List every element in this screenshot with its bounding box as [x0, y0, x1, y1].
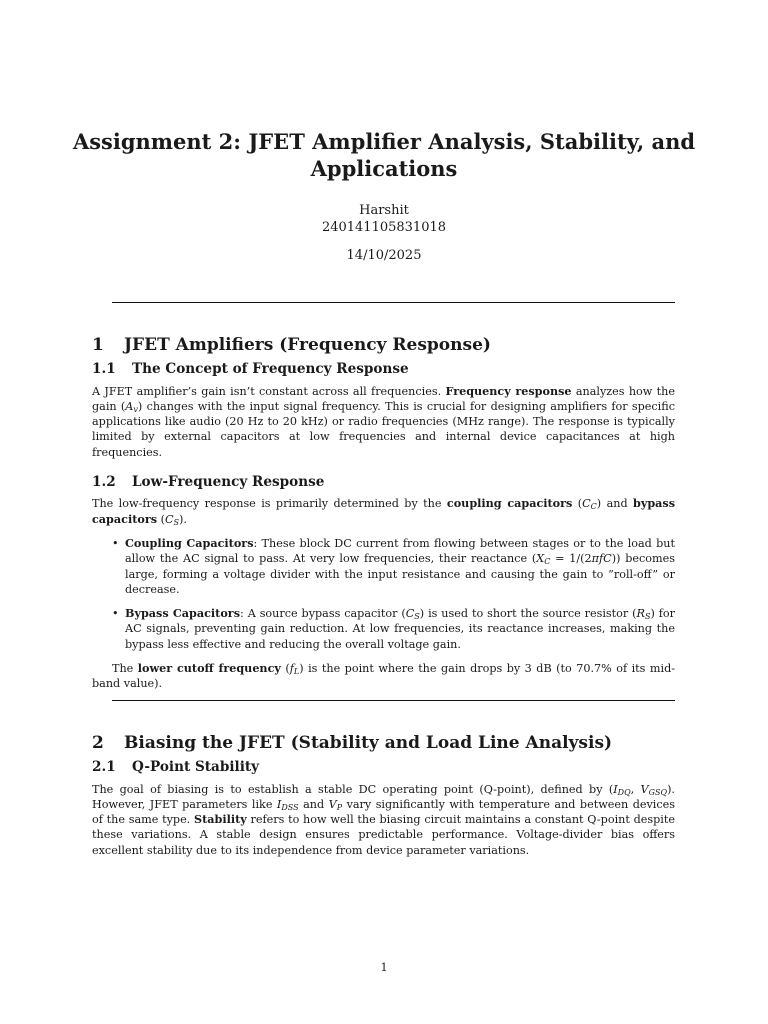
section-2-heading: 2 Biasing the JFET (Stability and Load Line Analysis) [92, 733, 613, 753]
subsection-1-2-heading: 1.2 Low-Frequency Response [92, 474, 325, 491]
author-block [0, 202, 768, 236]
section-2 [92, 733, 676, 858]
title-block [0, 128, 768, 263]
mid-divider [112, 700, 675, 701]
bullet-icon: • [112, 536, 119, 550]
section-1-heading: 1 JFET Amplifiers (Frequency Response) [92, 335, 491, 355]
section-1 [92, 335, 676, 692]
subsection-1-1-heading: 1.1 The Concept of Frequency Response [92, 361, 409, 378]
student-id: 240141105831018 [321, 220, 447, 235]
capacitor-list [92, 536, 675, 652]
subsection-2-1-paragraph: The goal of biasing is to establish a stable DC operating point (Q-point), defined by ($I_{DQ}$, $V_{GSQ}$). However, JFET parameters like $I_{DSS}$ and $V_P$ vary significantly with temperature and between devices of the same type. Stability refers to how well the biasing circuit maintains a constant Q-point despite these variations. A stable design ensures predictable performance. Voltage-divider bias offers excellent stability due to its independence from device parameter variations. [92, 782, 676, 857]
list-item: • Coupling Capacitors: These block DC current from flowing between stages or to the load but allow the AC signal to pass. At very low frequencies, their reactance $(X_C = 1/(2\pi fC))$ becomes large, forming a voltage divider with the input resistance and causing the gain to ”roll-off” or decrease. [112, 535, 675, 596]
list-item: • Bypass Capacitors: A source bypass capacitor $(C_S)$ is used to short the source resistor $(R_S)$ for AC signals, preventing gain reduction. At low frequencies, its reactance increases, making the bypass less effective and reducing the overall voltage gain. [112, 606, 675, 651]
document-title: Assignment 2: JFET Amplifier Analysis, Stability, and Applications [72, 129, 696, 181]
subsection-1-1-paragraph: A JFET amplifier’s gain isn’t constant across all frequencies. Frequency response analyzes how the gain $(A_v)$ changes with the input signal frequency. This is crucial for designing amplifiers for specific applications like audio (20 Hz to 20 kHz) or radio frequencies (MHz range). The response is typically limited by external capacitors at low frequencies and internal device capacitances at high frequencies. [92, 383, 675, 459]
document-date: 14/10/2025 [346, 248, 422, 263]
author-name: Harshit [359, 203, 409, 218]
subsection-1-2-intro: The low-frequency response is primarily determined by the coupling capacitors $(C_C)$ and bypass capacitors $(C_S)$. [92, 496, 676, 527]
subsection-2-1-heading: 2.1 Q-Point Stability [92, 759, 260, 776]
bullet-icon: • [112, 607, 119, 621]
subsection-1-2-closing: The lower cutoff frequency $(f_L)$ is the point where the gain drops by 3 dB (to 70.7% of its mid-band value). [92, 661, 676, 691]
page-number: 1 [380, 961, 388, 974]
top-divider [112, 302, 675, 303]
